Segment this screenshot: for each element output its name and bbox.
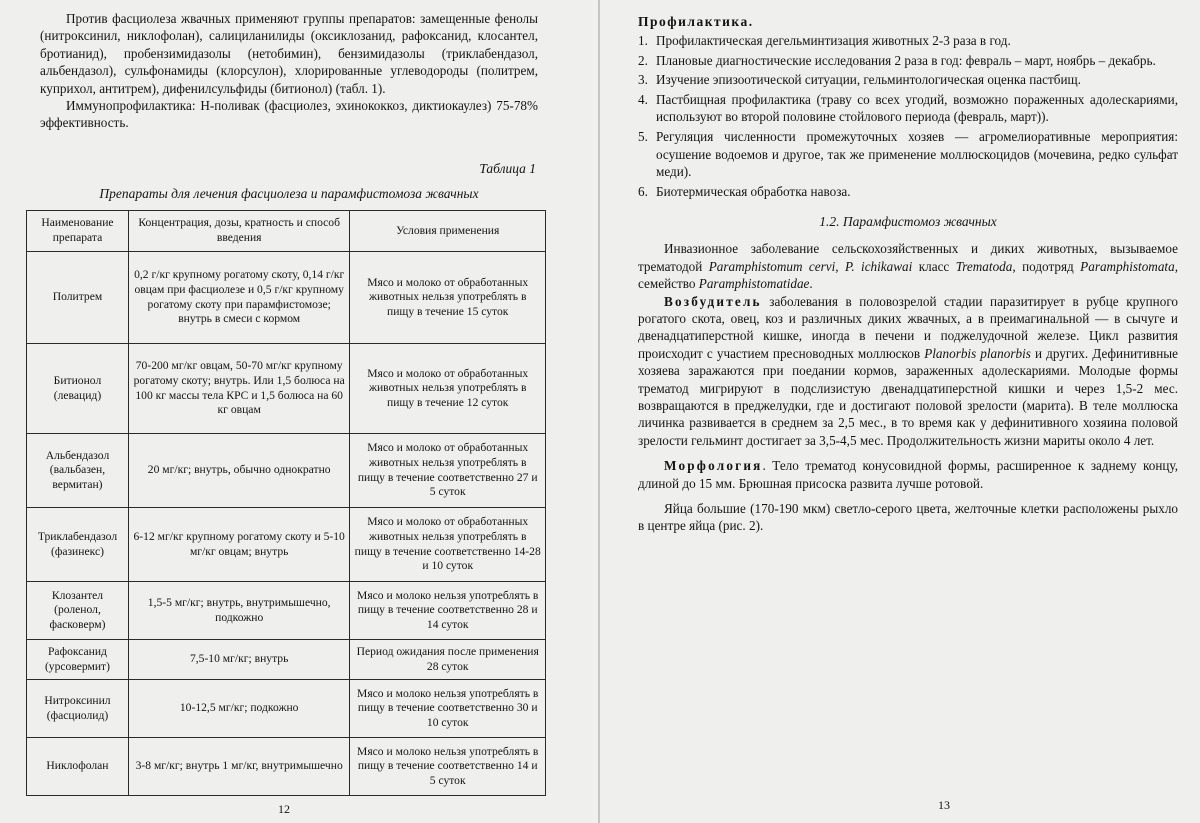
list-item bbox=[638, 128, 1178, 181]
intro-text-5: . bbox=[809, 276, 813, 292]
list-item-number: 6. bbox=[638, 183, 648, 199]
page-number-left: 12 bbox=[278, 802, 290, 816]
conditions-cell: Мясо и молоко нельзя употреблять в пищу в течение соответственно 14 и 5 суток bbox=[350, 738, 546, 796]
list-item-number: 3. bbox=[638, 72, 648, 88]
header-conditions: Условия применения bbox=[350, 211, 546, 252]
drug-name-cell: Битионол (левацид) bbox=[27, 344, 129, 434]
dose-cell: 10-12,5 мг/кг; подкожно bbox=[128, 680, 349, 738]
list-item bbox=[638, 91, 1178, 126]
intro-paragraph bbox=[638, 240, 1178, 292]
eggs-paragraph: Яйца большие (170-190 мкм) светло-серого цвета, желточные клетки расположены рыхло в центре яйца (рис. 2). bbox=[638, 501, 1178, 534]
conditions-cell: Мясо и молоко от обработанных животных нельзя употреблять в пищу в течение соответственно 14-28 и 10 суток bbox=[350, 508, 546, 582]
intro-paragraph: Против фасциолеза жвачных применяют группы препаратов: замещенные фенолы (нитроксинил, никлофолан), салициланилиды (оксиклозанид, рафоксанид, клосантел, бротианид), пробензимидазолы (нетобимин), бензимидазолы (триклабендазол, альбендазол), сульфонамиды (клорсулон), хлорированные углеводороды (политрем, куприхол, антитрем), дифенилсульфиды (битионол) (табл. 1). bbox=[40, 11, 538, 96]
list-item-number: 5. bbox=[638, 128, 648, 144]
immunoprophylaxis-paragraph: Иммунопрофилактика: Н-поливак (фасциолез, эхинококкоз, диктиокаулез) 75-78% эффективность. bbox=[40, 98, 538, 131]
paramphistomosis-text bbox=[638, 240, 1178, 535]
list-item bbox=[638, 32, 1178, 50]
intro-text-4: , семейство bbox=[638, 258, 1178, 292]
drug-name-cell: Рафоксанид (урсовермит) bbox=[27, 640, 129, 680]
dose-cell: 3-8 мг/кг; внутрь 1 мг/кг, внутримышечно bbox=[128, 738, 349, 796]
drug-name-cell: Никлофолан bbox=[27, 738, 129, 796]
conditions-cell: Период ожидания после применения 28 суток bbox=[350, 640, 546, 680]
drug-name-cell: Политрем bbox=[27, 252, 129, 344]
drug-name-cell: Триклабендазол (фазинекс) bbox=[27, 508, 129, 582]
list-item bbox=[638, 183, 1178, 201]
list-item-text: Пастбищная профилактика (траву со всех угодий, возможно пораженных адолескариями, используют во второй половине стойлового периода (февраль, март)). bbox=[656, 91, 1178, 125]
page-number-right: 13 bbox=[938, 798, 950, 812]
header-dose: Концентрация, дозы, кратность и способ введения bbox=[128, 211, 349, 252]
list-item-text: Регуляция численности промежуточных хозяев — агромелиоративные мероприятия: осушение водоемов и другое, так же применение моллюскоцидов (мочевина, редко сульфат меди). bbox=[656, 128, 1178, 180]
intro-text-3: , подотряд bbox=[1012, 258, 1081, 274]
list-item-number: 4. bbox=[638, 91, 648, 107]
agent-label: Возбудитель bbox=[664, 293, 762, 309]
table-caption: Таблица 1 bbox=[479, 161, 536, 176]
left-page bbox=[0, 0, 598, 823]
paramphistomosis-heading: 1.2. Парамфистомоз жвачных bbox=[819, 214, 997, 230]
dose-cell: 20 мг/кг; внутрь, обычно однократно bbox=[128, 434, 349, 508]
intro-suborder: Paramphistomata bbox=[1080, 258, 1175, 274]
conditions-cell: Мясо и молоко от обработанных животных нельзя употреблять в пищу в течение соответственно 27 и 5 суток bbox=[350, 434, 546, 508]
intro-family: Paramphistomatidae bbox=[698, 276, 810, 292]
drugs-table bbox=[26, 210, 546, 796]
drug-name-cell: Альбендазол (вальбазен, вермитан) bbox=[27, 434, 129, 508]
intro-text-1: Инвазионное заболевание сельскохозяйственных и диких животных, вызываемое трематодой bbox=[638, 241, 1178, 274]
list-item-number: 1. bbox=[638, 33, 648, 48]
agent-mollusk: Planorbis planorbis bbox=[924, 345, 1031, 361]
dose-cell: 70-200 мг/кг овцам, 50-70 мг/кг крупному рогатому скоту; внутрь. Или 1,5 болюса на 100 кг массы тела КРС и 1,5 болюса на 60 кг овцам bbox=[128, 344, 349, 434]
table-row bbox=[27, 640, 546, 680]
list-item bbox=[638, 71, 1178, 89]
table-header-row bbox=[27, 211, 546, 252]
conditions-cell: Мясо и молоко от обработанных животных нельзя употреблять в пищу в течение 15 суток bbox=[350, 252, 546, 344]
agent-text-2: и других. Дефинитивные хозяева заражаются при поедании кормов, зараженных адолескариями. Молодые формы трематод мигрируют в подслизистую двенадцатиперстной кишки и через 1,5-2 мес. возвращаются в преджелудки, где и достигают половой зрелости (марита). В теле моллюска личинка развивается в среднем за 2,5 мес., в то время как у дефинитивного хозяина половой зрелости гельминт достигает за 3,5-4,5 мес. Продолжительность жизни мариты около 4 лет. bbox=[638, 345, 1178, 448]
left-page-text bbox=[40, 10, 538, 132]
list-item-text: Профилактическая дегельминтизация животных 2-3 раза в год. bbox=[656, 33, 1011, 48]
morphology-label: Морфология bbox=[664, 458, 763, 474]
prophylaxis-heading: Профилактика. bbox=[638, 14, 754, 29]
conditions-cell: Мясо и молоко нельзя употреблять в пищу в течение соответственно 30 и 10 суток bbox=[350, 680, 546, 738]
table-row bbox=[27, 738, 546, 796]
list-item bbox=[638, 52, 1178, 70]
list-item-text: Биотермическая обработка навоза. bbox=[656, 183, 851, 199]
list-item-text: Изучение эпизоотической ситуации, гельминтологическая оценка пастбищ. bbox=[656, 72, 1081, 88]
dose-cell: 0,2 г/кг крупному рогатому скоту, 0,14 г/кг овцам при фасциолезе и 0,5 г/кг крупному рогатому скоту при парамфистомозе; внутрь в смеси с кормом bbox=[128, 252, 349, 344]
morphology-text: . Тело трематод конусовидной формы, расширенное к заднему концу, длиной до 15 мм. Брюшная присоска развита лучше ротовой. bbox=[638, 458, 1178, 491]
right-page bbox=[600, 0, 1200, 823]
list-item-number: 2. bbox=[638, 52, 648, 68]
conditions-cell: Мясо и молоко нельзя употреблять в пищу в течение соответственно 28 и 14 суток bbox=[350, 582, 546, 640]
table-row bbox=[27, 434, 546, 508]
intro-class: Trematoda bbox=[955, 258, 1013, 274]
right-page-text bbox=[638, 14, 1178, 535]
morphology-paragraph bbox=[638, 457, 1178, 492]
table-row bbox=[27, 344, 546, 434]
table-row bbox=[27, 680, 546, 738]
table-title: Препараты для лечения фасциолеза и парамфистомоза жвачных bbox=[99, 186, 479, 201]
list-item-text: Плановые диагностические исследования 2 раза в год: февраль – март, ноябрь – декабрь. bbox=[656, 52, 1156, 68]
agent-text-1: заболевания в половозрелой стадии паразитирует в рубце крупного рогатого скота, овец, коз и различных диких жвачных, а в преимагинальной — в сычуге и двенадцатиперстной кишке, иногда в печени и поджелудочной железе. Цикл развития происходит с участием пресноводных моллюсков bbox=[638, 293, 1178, 361]
dose-cell: 7,5-10 мг/кг; внутрь bbox=[128, 640, 349, 680]
table-row bbox=[27, 508, 546, 582]
drug-name-cell: Нитроксинил (фасциолид) bbox=[27, 680, 129, 738]
dose-cell: 1,5-5 мг/кг; внутрь, внутримышечно, подкожно bbox=[128, 582, 349, 640]
agent-paragraph bbox=[638, 293, 1178, 450]
conditions-cell: Мясо и молоко от обработанных животных нельзя употреблять в пищу в течение 12 суток bbox=[350, 344, 546, 434]
table-row bbox=[27, 252, 546, 344]
dose-cell: 6-12 мг/кг крупному рогатому скоту и 5-10 мг/кг овцам; внутрь bbox=[128, 508, 349, 582]
table-row bbox=[27, 582, 546, 640]
header-drug-name: Наименование препарата bbox=[27, 211, 129, 252]
intro-text-2: класс bbox=[912, 258, 956, 274]
prophylaxis-list bbox=[638, 32, 1178, 200]
intro-species: Paramphistomum cervi, P. ichikawai bbox=[708, 258, 913, 274]
drug-name-cell: Клозантел (роленол, фасковерм) bbox=[27, 582, 129, 640]
